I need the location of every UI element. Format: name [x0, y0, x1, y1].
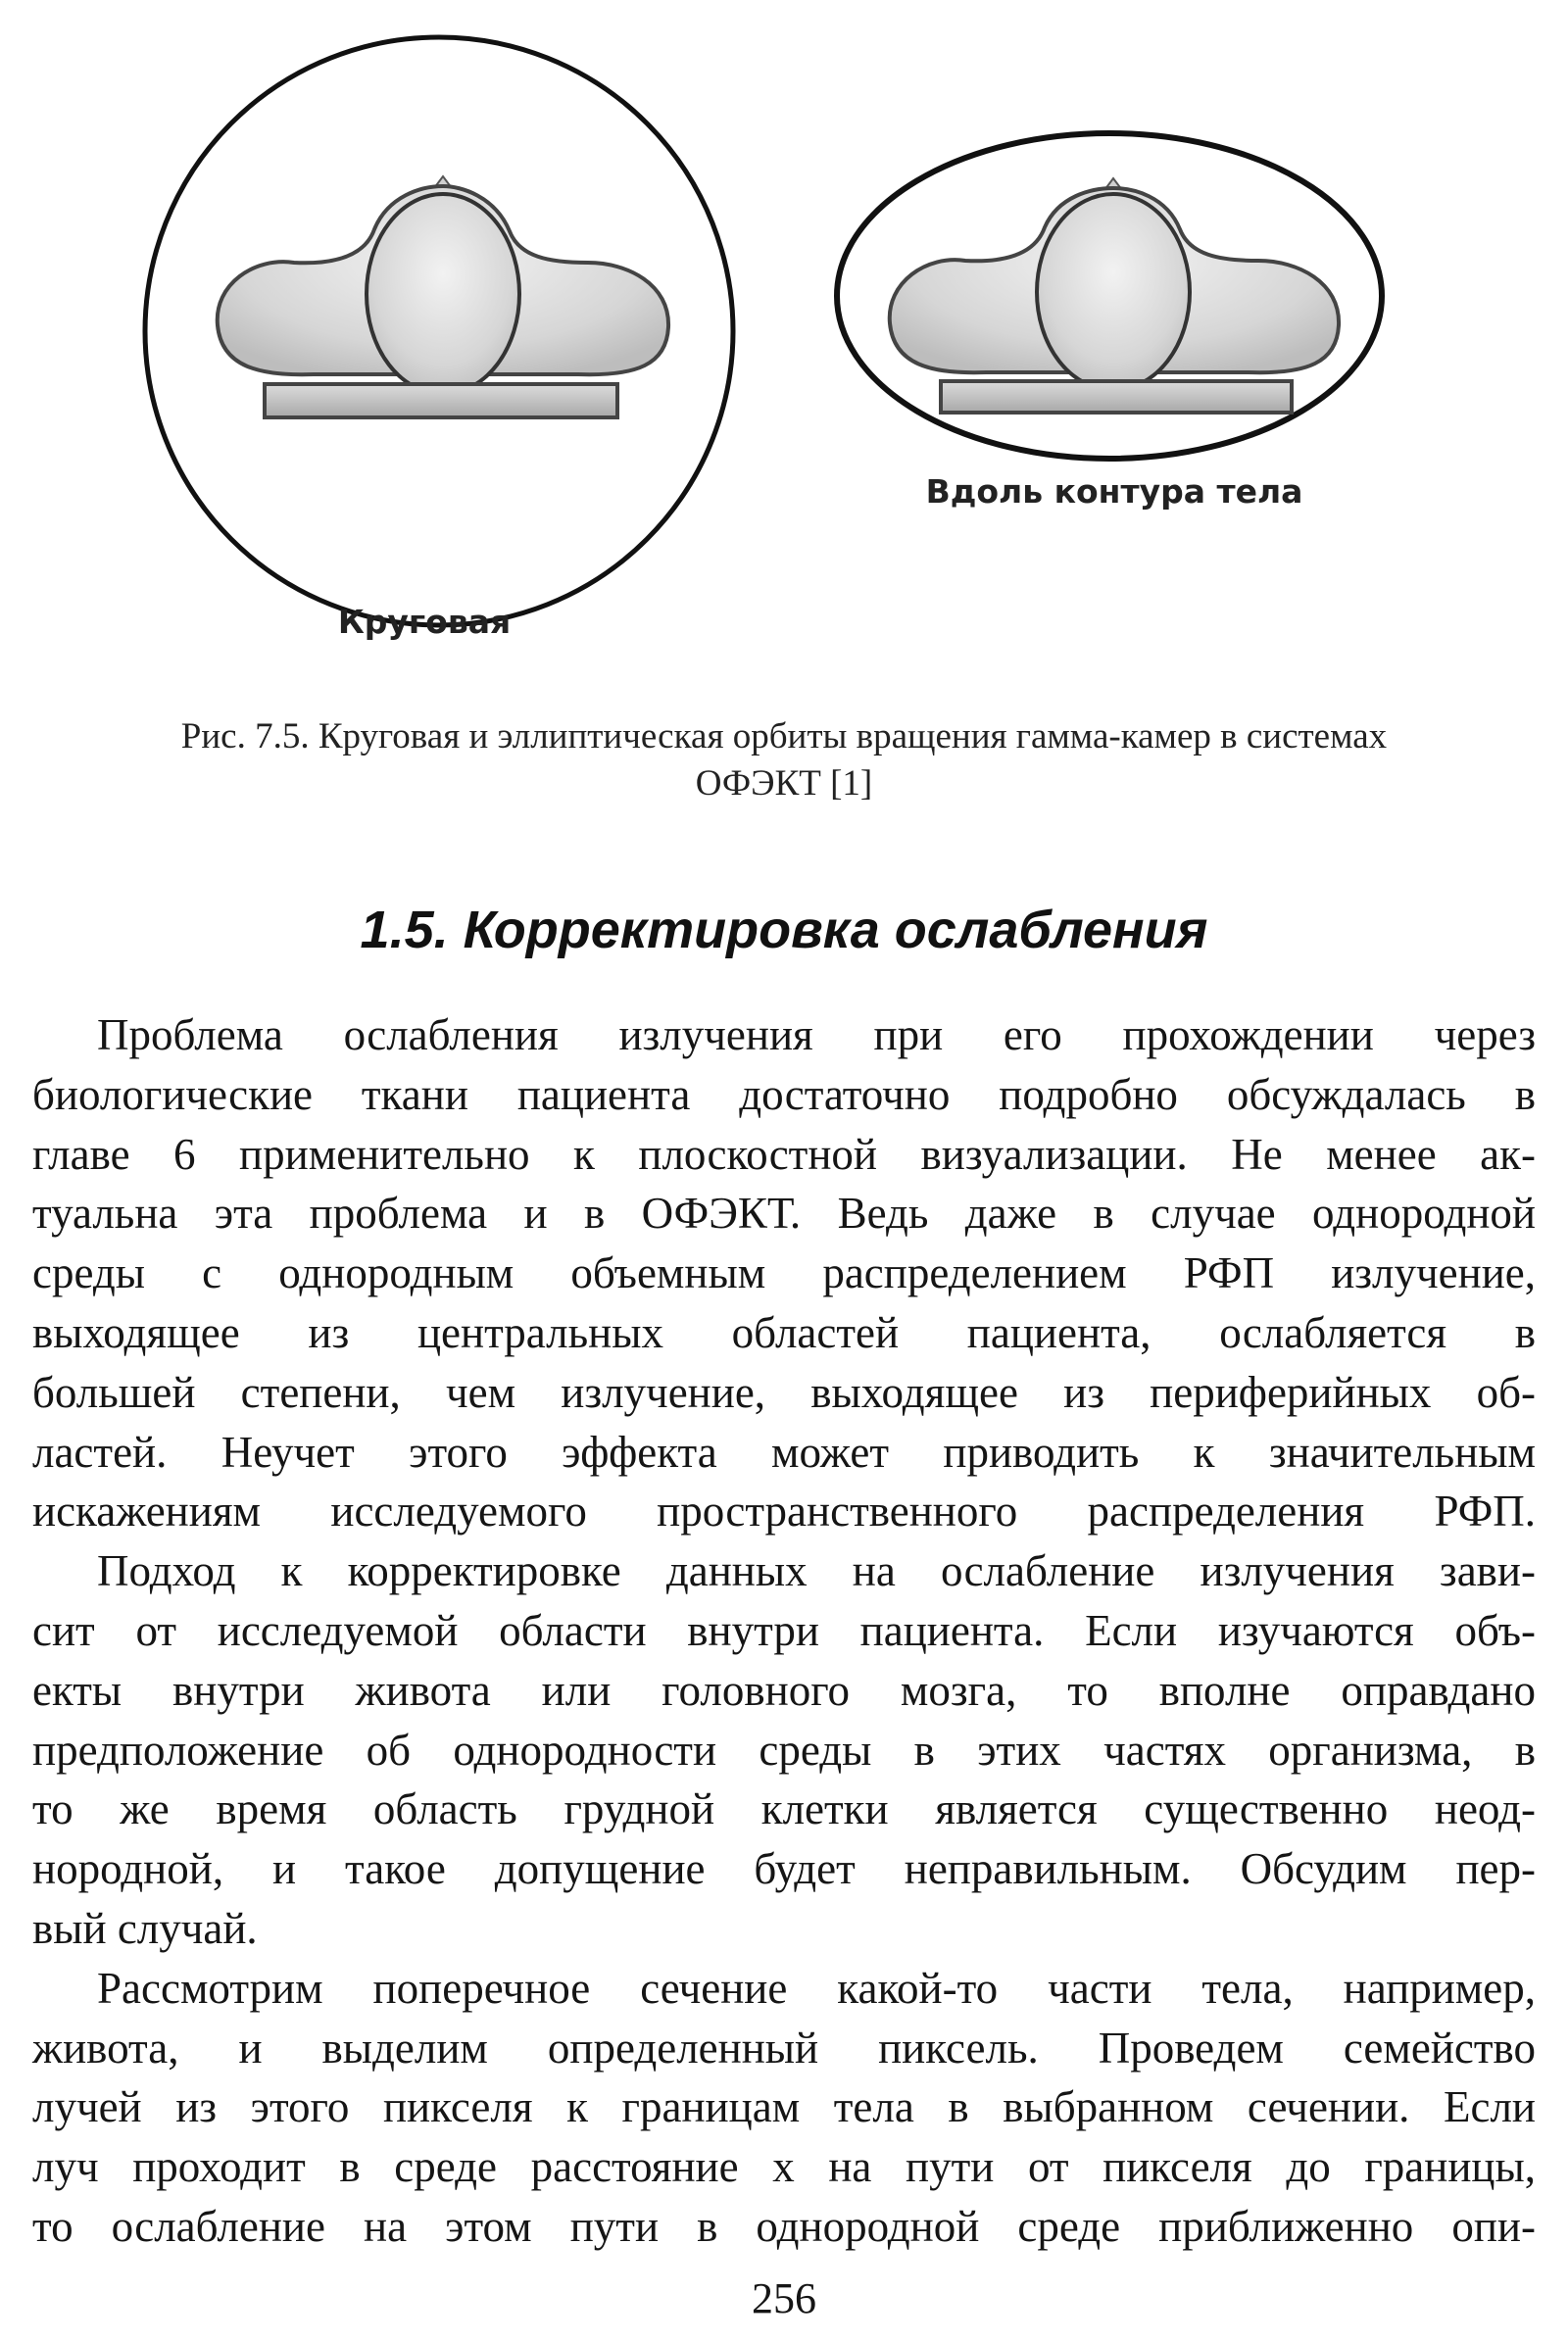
patient-body-left [218, 176, 668, 394]
contour-orbit-diagram [837, 133, 1382, 511]
text-line: то ослабление на этом пути в однородной среде приближенно опи- [32, 2201, 1536, 2251]
text-line: туальна эта проблема и в ОФЭКТ. Ведь даже в случае однородной [32, 1189, 1536, 1239]
text-line: Проблема ослабления излучения при его прохождении через [97, 1010, 1536, 1059]
label-circular: Круговая [337, 603, 512, 641]
label-contour: Вдоль контура тела [925, 472, 1303, 511]
paragraph-1 [32, 1005, 1536, 1541]
text-line: нородной, и такое допущение будет неправильным. Обсудим пер- [32, 1844, 1536, 1894]
paragraph-3 [32, 1959, 1536, 2257]
text-line: екты внутри живота или головного мозга, то вполне оправдано [32, 1665, 1536, 1715]
text-line: главе 6 применительно к плоскостной визуализации. Не менее ак- [32, 1129, 1536, 1179]
patient-body-right [890, 178, 1339, 390]
text-line: предположение об однородности среды в этих частях организма, в [32, 1725, 1536, 1775]
page-number: 256 [752, 2274, 816, 2322]
text-line: сит от исследуемой области внутри пациента. Если изучаются объ- [32, 1605, 1536, 1655]
circular-orbit-diagram [145, 37, 733, 641]
text-line: луч проходит в среде расстояние x на пути от пикселя до границы, [32, 2142, 1536, 2192]
text-line: искажениям исследуемого пространственного распределения РФП. [32, 1487, 1536, 1537]
text-line: Подход к корректировке данных на ослабление излучения зави- [97, 1546, 1536, 1596]
text-line: большей степени, чем излучение, выходящее из периферийных об- [32, 1367, 1536, 1417]
text-line: то же время область грудной клетки является существенно неод- [32, 1784, 1536, 1834]
text-line: биологические ткани пациента достаточно подробно обсуждалась в [32, 1069, 1536, 1119]
figure-caption [59, 713, 1509, 807]
orbit-figure [0, 0, 1568, 686]
patient-table-right [941, 381, 1292, 413]
text-line: Рассмотрим поперечное сечение какой-то части тела, например, [97, 1963, 1536, 2013]
text-line: среды с однородным объемным распределением РФП излучение, [32, 1248, 1536, 1298]
section-heading: 1.5. Корректировка ослабления [360, 901, 1208, 959]
text-line: ластей. Неучет этого эффекта может приводить к значительным [32, 1427, 1536, 1477]
paragraph-2 [32, 1541, 1536, 1959]
body-text [32, 1005, 1536, 2257]
text-line: вый случай. [32, 1903, 258, 1953]
text-line: лучей из этого пикселя к границам тела в выбранном сечении. Если [32, 2082, 1536, 2132]
text-line: выходящее из центральных областей пациента, ослабляется в [32, 1307, 1536, 1357]
patient-table-left [265, 384, 617, 417]
caption-line-1: Рис. 7.5. Круговая и эллиптическая орбиты вращения гамма-камер в системах [180, 716, 1388, 756]
text-line: живота, и выделим определенный пиксель. Проведем семейство [32, 2023, 1536, 2073]
caption-line-2: ОФЭКТ [1] [695, 763, 873, 804]
